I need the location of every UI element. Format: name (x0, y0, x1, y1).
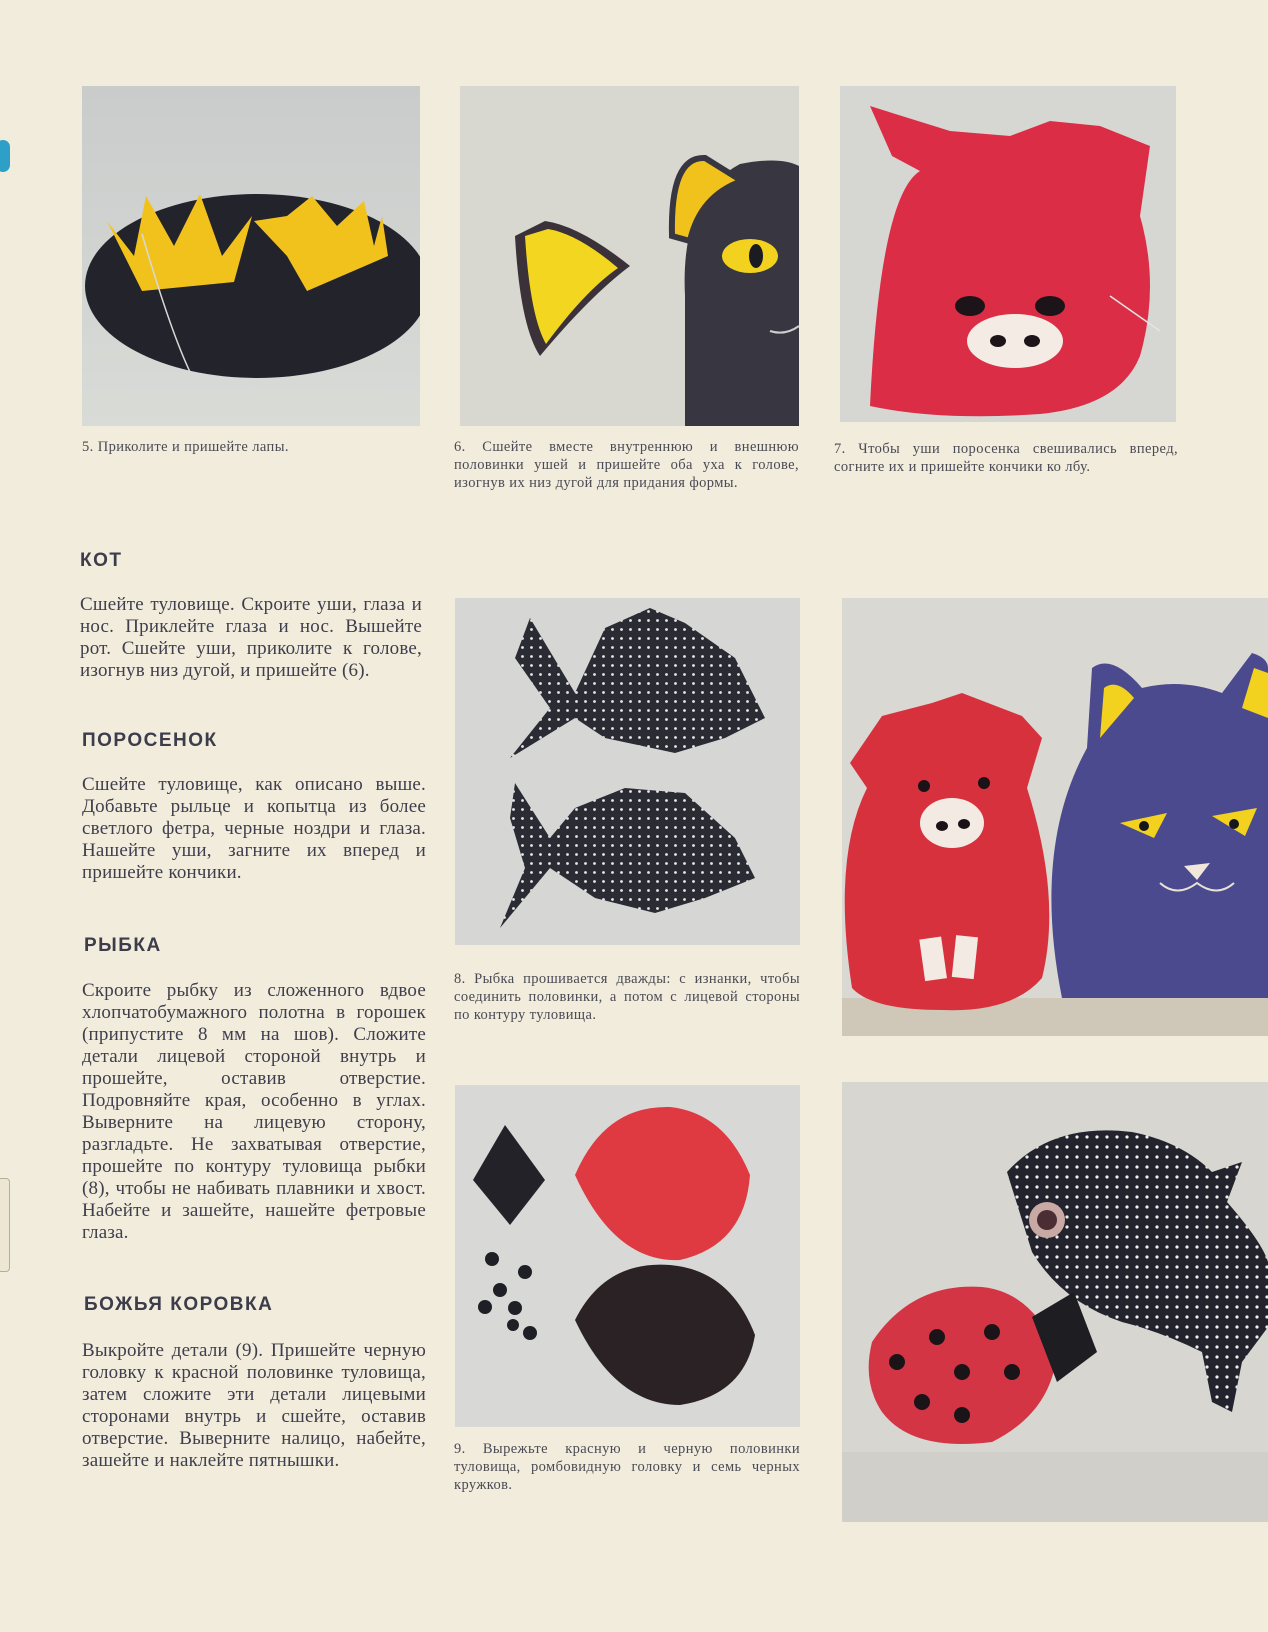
caption-9: 9. Вырежьте красную и черную половинки туловища, ромбовидную головку и семь черных кружков. (454, 1441, 800, 1493)
text-cat: Сшейте туловище. Скроите уши, глаза и нос. Приклейте глаза и нос. Вышейте рот. Сшейте уши, приколите к голове, изогнув низ дугой, и пришейте (6). (80, 594, 422, 681)
photo-5-paws (82, 86, 420, 426)
photo-8-fish-pieces (455, 598, 800, 945)
photo-pig-and-cat (842, 598, 1268, 1036)
heading-ladybug: БОЖЬЯ КОРОВКА (84, 1294, 274, 1315)
heading-pig: ПОРОСЕНОК (82, 730, 218, 751)
text-pig: Сшейте туловище, как описано выше. Добавьте рыльце и копытца из более светлого фетра, черные ноздри и глаза. Нашейте уши, загните их вперед и пришейте кончики. (82, 774, 426, 883)
photo-6-cat-ears (460, 86, 799, 426)
photo-ladybug-and-fish (842, 1082, 1268, 1522)
photo-7-pig-ears (840, 86, 1176, 422)
caption-6: 6. Сшейте вместе внутреннюю и внешнюю половинки ушей и пришейте оба уха к голове, изогнув их низ дугой для придания формы. (454, 439, 799, 491)
margin-tab (0, 1178, 10, 1272)
photo-9-ladybug-parts (455, 1085, 800, 1427)
heading-fish: РЫБКА (84, 935, 162, 956)
heading-cat: КОТ (80, 550, 123, 571)
caption-7: 7. Чтобы уши поросенка свешивались вперед, согните их и пришейте кончики ко лбу. (834, 441, 1178, 475)
text-fish: Скроите рыбку из сложенного вдвое хлопчатобумажного полотна в горошек (припустите 8 мм на шов). Сложите детали лицевой стороной внутрь и прошейте, оставив отверстие. Подровняйте края, особенно в углах. Выверните на лицевую сторону, разгладьте. Не захватывая отверстие, прошейте по контуру туловища рыбки (8), чтобы не набивать плавники и хвост. Набейте и зашейте, нашейте фетровые глаза. (82, 980, 426, 1243)
caption-8: 8. Рыбка прошивается дважды: с изнанки, чтобы соединить половинки, а потом с лицевой стороны по контуру туловища. (454, 971, 800, 1023)
text-ladybug: Выкройте детали (9). Пришейте черную головку к красной половинке туловища, затем сложите эти детали лицевыми сторонами внутрь и сшейте, оставив отверстие. Выверните налицо, набейте, зашейте и наклейте пятнышки. (82, 1340, 426, 1471)
caption-5: 5. Приколите и пришейте лапы. (82, 439, 289, 455)
margin-marker (0, 140, 10, 172)
